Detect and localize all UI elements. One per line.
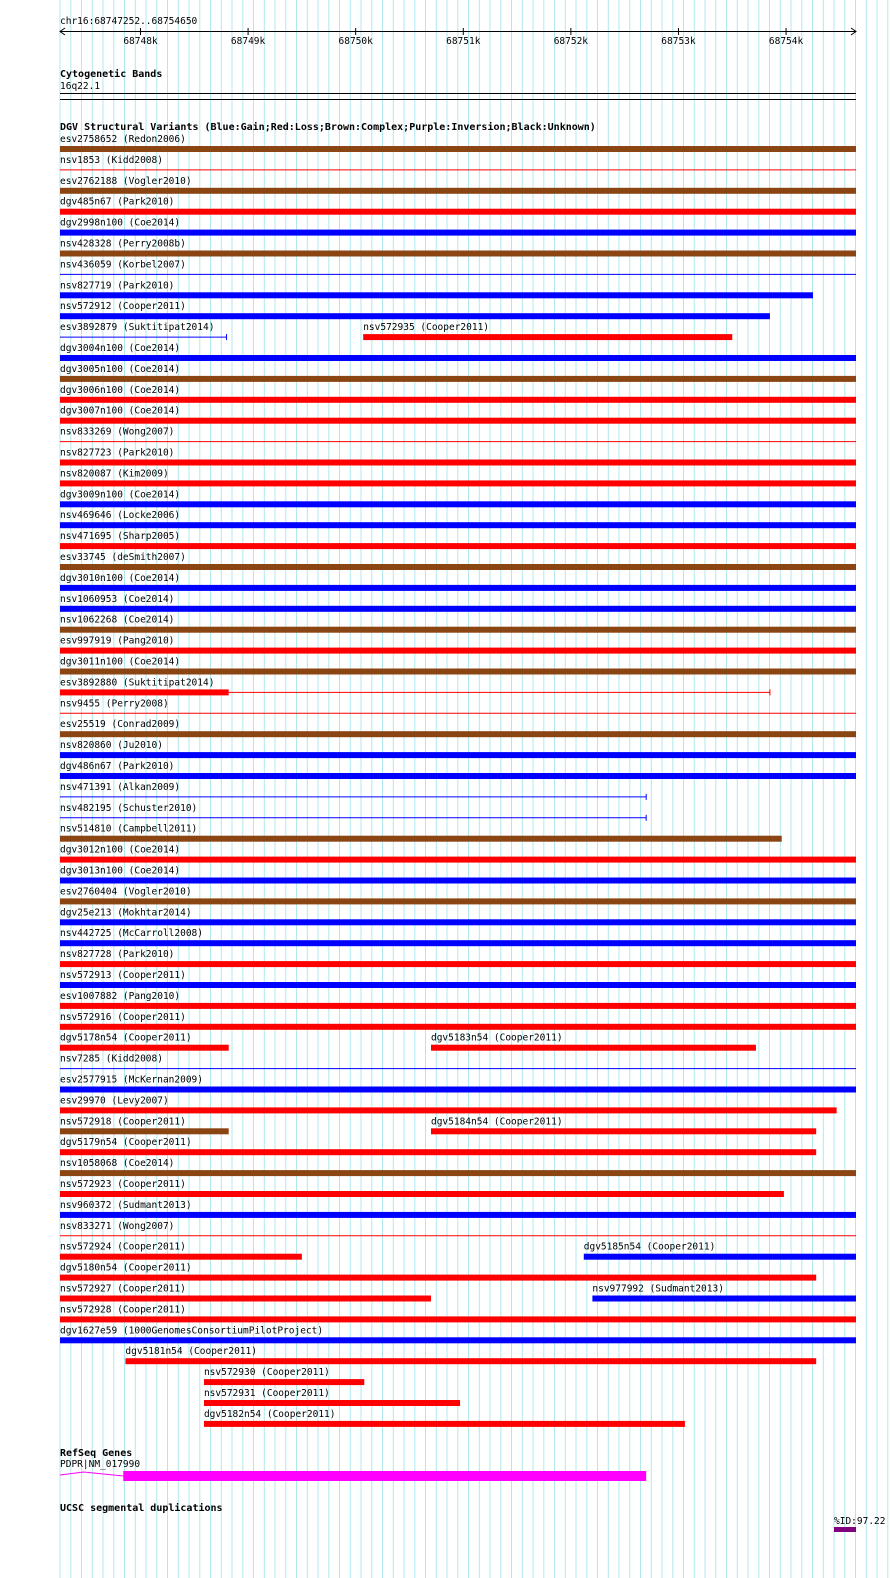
variant-label[interactable]: nsv9455 (Perry2008) [60, 698, 169, 710]
variant-label[interactable]: dgv3004n100 (Coe2014) [60, 343, 181, 354]
ruler-tick-label: 68750k [338, 36, 373, 47]
dgv-track-title: DGV Structural Variants (Blue:Gain;Red:Loss;Brown:Complex;Purple:Inversion;Black:Unknown) [60, 122, 596, 133]
variant-label[interactable]: esv2762188 (Vogler2010) [60, 175, 192, 187]
variant-label[interactable]: dgv486n67 (Park2010) [60, 761, 175, 772]
variant-label[interactable]: esv2760404 (Vogler2010) [60, 886, 192, 898]
variant-bar[interactable] [204, 1421, 685, 1427]
variant-label[interactable]: esv2577915 (McKernan2009) [60, 1074, 203, 1086]
variant-bar[interactable] [60, 689, 229, 695]
variant-label[interactable]: esv3892879 (Suktitipat2014) [60, 322, 215, 334]
variant-bar[interactable] [60, 940, 856, 946]
ruler-tick-label: 68753k [661, 36, 696, 47]
variant-bar[interactable] [60, 1254, 302, 1260]
ruler-ticks [123, 28, 803, 47]
variant-label[interactable]: nsv436059 (Korbel2007) [60, 259, 186, 271]
variant-label[interactable]: nsv960372 (Sudmant2013) [60, 1199, 192, 1211]
variant-bar[interactable] [60, 1296, 431, 1302]
variant-bar[interactable] [60, 878, 856, 884]
segdup-track [60, 1502, 885, 1532]
ruler-tick-label: 68749k [230, 36, 266, 47]
refseq-track-title: RefSeq Genes [60, 1448, 133, 1459]
variant-label[interactable]: nsv572913 (Cooper2011) [60, 970, 186, 981]
variant-bar[interactable] [60, 1149, 816, 1155]
variant-bar[interactable] [125, 1358, 816, 1364]
variant-label[interactable]: nsv442725 (McCarroll2008) [60, 928, 203, 940]
variant-label[interactable]: esv25519 (Conrad2009) [60, 719, 181, 731]
variant-label[interactable]: dgv25e213 (Mokhtar2014) [60, 907, 192, 919]
variant-bar[interactable] [60, 1087, 856, 1093]
variant-label[interactable]: esv29970 (Levy2007) [60, 1095, 169, 1107]
segdup-identity-label: %ID:97.22 [834, 1516, 886, 1527]
variant-label[interactable]: dgv5179n54 (Cooper2011) [60, 1137, 192, 1149]
variant-label[interactable]: nsv7285 (Kidd2008) [60, 1053, 163, 1065]
variant-bar[interactable] [60, 251, 856, 257]
variant-bar[interactable] [60, 188, 856, 194]
variant-label[interactable]: dgv1627e59 (1000GenomesConsortiumPilotProject) [60, 1325, 324, 1337]
variant-label[interactable]: dgv3011n100 (Coe2014) [60, 656, 181, 668]
variant-label[interactable]: nsv827723 (Park2010) [60, 447, 175, 459]
variant-bar[interactable] [60, 898, 856, 904]
variant-label[interactable]: nsv820087 (Kim2009) [60, 468, 169, 480]
segdup-feature[interactable] [834, 1527, 856, 1532]
variant-label[interactable]: esv33745 (deSmith2007) [60, 552, 186, 563]
variant-bar[interactable] [60, 230, 856, 236]
variant-label[interactable]: nsv1060953 (Coe2014) [60, 593, 175, 605]
variant-label[interactable]: dgv5180n54 (Cooper2011) [60, 1262, 192, 1274]
variant-label[interactable]: dgv5178n54 (Cooper2011) [60, 1032, 192, 1044]
variant-label[interactable]: dgv3006n100 (Coe2014) [60, 384, 181, 396]
variant-label[interactable]: dgv5182n54 (Cooper2011) [203, 1408, 336, 1420]
variant-label[interactable]: dgv485n67 (Park2010) [60, 196, 175, 208]
variant-label[interactable]: nsv1058068 (Coe2014) [60, 1158, 175, 1170]
variant-label[interactable]: nsv572916 (Cooper2011) [60, 1011, 186, 1023]
variant-label[interactable]: nsv572923 (Cooper2011) [60, 1179, 186, 1190]
variant-bar[interactable] [60, 1191, 784, 1197]
variant-label[interactable]: dgv5183n54 (Cooper2011) [430, 1032, 563, 1044]
variant-label[interactable]: nsv572930 (Cooper2011) [203, 1367, 330, 1379]
variant-label[interactable]: nsv471391 (Alkan2009) [60, 781, 181, 793]
variant-label[interactable]: nsv514810 (Campbell2011) [60, 823, 198, 835]
variant-label[interactable]: nsv469646 (Locke2006) [60, 510, 181, 522]
variant-label[interactable]: nsv572924 (Cooper2011) [60, 1241, 186, 1253]
variant-bar[interactable] [60, 627, 856, 633]
variant-label[interactable]: nsv572912 (Cooper2011) [60, 301, 186, 313]
ruler-location: chr16:68747252..68754650 [60, 16, 198, 27]
variant-bar[interactable] [60, 564, 856, 570]
variant-label[interactable]: dgv2998n100 (Coe2014) [60, 217, 181, 229]
variant-label[interactable]: nsv572935 (Cooper2011) [363, 322, 490, 334]
variant-bar[interactable] [60, 480, 856, 486]
refseq-track [60, 1448, 646, 1481]
variant-bar[interactable] [60, 669, 856, 675]
variant-label[interactable]: esv1007882 (Pang2010) [60, 990, 181, 1002]
variant-label[interactable]: nsv833271 (Wong2007) [60, 1220, 175, 1232]
variant-label[interactable]: esv2758652 (Redon2006) [60, 134, 186, 145]
variant-bar[interactable] [60, 313, 770, 319]
variant-bar[interactable] [363, 334, 732, 340]
variant-label[interactable]: dgv5181n54 (Cooper2011) [125, 1346, 257, 1358]
variant-bar[interactable] [60, 397, 856, 403]
variant-bar[interactable] [60, 585, 856, 591]
variant-label[interactable]: dgv5185n54 (Cooper2011) [583, 1241, 716, 1253]
variant-bar[interactable] [60, 460, 856, 466]
variant-bar[interactable] [584, 1254, 856, 1260]
variant-bar[interactable] [204, 1400, 460, 1406]
variant-bar[interactable] [60, 773, 856, 779]
variant-label[interactable]: nsv471695 (Sharp2005) [60, 531, 181, 543]
variant-bar[interactable] [60, 1170, 856, 1176]
variant-bar[interactable] [60, 1275, 816, 1281]
segdup-track-title: UCSC segmental duplications [60, 1503, 223, 1514]
variant-bar[interactable] [60, 292, 813, 298]
variant-label[interactable]: nsv827719 (Park2010) [60, 280, 175, 292]
variant-bar[interactable] [60, 731, 856, 737]
ruler-tick-label: 68752k [553, 36, 589, 47]
variant-bar[interactable] [60, 752, 856, 758]
refseq-gene-exon[interactable] [123, 1471, 646, 1481]
variant-bar[interactable] [60, 418, 856, 424]
variant-bar[interactable] [60, 836, 782, 842]
variant-label[interactable]: esv3892880 (Suktitipat2014) [60, 677, 215, 689]
variant-bar[interactable] [431, 1128, 816, 1134]
variant-bar[interactable] [60, 919, 856, 925]
variant-label[interactable]: dgv3007n100 (Coe2014) [60, 405, 181, 417]
variant-label[interactable]: nsv833269 (Wong2007) [60, 426, 175, 438]
variant-label[interactable]: nsv572928 (Cooper2011) [60, 1304, 186, 1316]
variant-bar[interactable] [431, 1045, 756, 1051]
variant-label[interactable]: esv997919 (Pang2010) [60, 635, 175, 647]
variant-label[interactable]: nsv428328 (Perry2008b) [60, 238, 186, 250]
variant-label[interactable]: nsv820860 (Ju2010) [60, 740, 163, 752]
variant-bar[interactable] [60, 1024, 856, 1030]
variant-label[interactable]: dgv3010n100 (Coe2014) [60, 572, 181, 584]
refseq-gene-label[interactable]: PDPR|NM_017990 [60, 1459, 141, 1470]
variant-bar[interactable] [60, 146, 856, 152]
variant-bar[interactable] [60, 961, 856, 967]
ruler-tick-label: 68748k [123, 36, 158, 47]
ruler-tick-label: 68754k [768, 36, 804, 47]
variant-bar[interactable] [60, 1003, 856, 1009]
variant-bar[interactable] [60, 606, 856, 612]
ruler-tick-label: 68751k [446, 36, 481, 47]
variant-bar[interactable] [60, 543, 856, 549]
variant-bar[interactable] [60, 376, 856, 382]
variant-bar[interactable] [60, 1316, 856, 1322]
variant-label[interactable]: dgv3012n100 (Coe2014) [60, 844, 181, 856]
variant-label[interactable]: nsv827728 (Park2010) [60, 949, 175, 961]
variant-label[interactable]: nsv572931 (Cooper2011) [203, 1388, 330, 1399]
variant-bar[interactable] [60, 355, 856, 361]
variant-bar[interactable] [60, 209, 856, 215]
variant-bar[interactable] [60, 857, 856, 863]
variant-bar[interactable] [592, 1296, 856, 1302]
variant-label[interactable]: dgv5184n54 (Cooper2011) [430, 1116, 563, 1128]
variant-bar[interactable] [60, 648, 856, 654]
variant-bar[interactable] [60, 982, 856, 988]
variant-label[interactable]: nsv572927 (Cooper2011) [60, 1283, 186, 1295]
variant-label[interactable]: nsv1853 (Kidd2008) [60, 154, 163, 166]
variant-bar[interactable] [60, 1212, 856, 1218]
variant-bar[interactable] [60, 501, 856, 507]
cytoband-track-title: Cytogenetic Bands [60, 69, 163, 80]
variant-bar[interactable] [60, 1128, 229, 1134]
variant-label[interactable]: nsv977992 (Sudmant2013) [592, 1283, 724, 1295]
variant-label[interactable]: nsv482195 (Schuster2010) [60, 802, 198, 814]
variant-label[interactable]: nsv1062268 (Coe2014) [60, 614, 175, 626]
variant-label[interactable]: nsv572918 (Cooper2011) [60, 1116, 186, 1128]
cytoband-label: 16q22.1 [60, 81, 101, 92]
variant-bar[interactable] [60, 1045, 229, 1051]
variant-label[interactable]: dgv3013n100 (Coe2014) [60, 865, 181, 877]
variant-label[interactable]: dgv3005n100 (Coe2014) [60, 363, 181, 375]
variant-bar[interactable] [204, 1379, 364, 1385]
variant-bar[interactable] [60, 1337, 856, 1343]
variant-bar[interactable] [60, 522, 856, 528]
variant-label[interactable]: dgv3009n100 (Coe2014) [60, 489, 181, 501]
variant-bar[interactable] [60, 1107, 837, 1113]
